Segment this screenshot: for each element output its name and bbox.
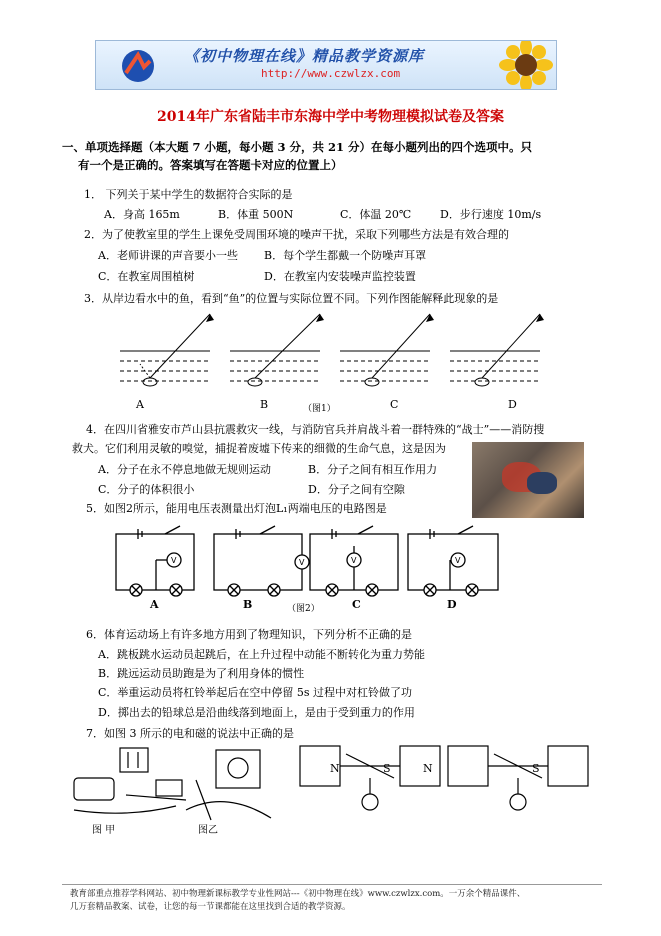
q2-option-d: D．在教室内安装噪声监控装置 xyxy=(264,270,416,283)
section-heading-line1: 一、单项选择题（本大题 7 小题，每小题 3 分，共 21 分）在每小题列出的四个选项中。只 xyxy=(62,140,533,154)
fig2-caption: （图2） xyxy=(287,604,320,614)
site-banner xyxy=(95,40,557,90)
section-heading-line2: 有一个是正确的。答案填写在答题卡对应的位置上） xyxy=(78,158,343,172)
footer-line1: 教育部重点推荐学科网站、初中物理新课标教学专业性网站---《初中物理在线》www.czwlzx.com。一万余个精品课件、 xyxy=(70,889,526,899)
banner-title: 《初中物理在线》精品教学资源库 xyxy=(184,47,425,65)
magnet-s-label-2: S xyxy=(532,762,540,775)
q4-stem-line2: 救犬。它们利用灵敏的嗅觉，捕捉着废墟下传来的细微的生命气息，这是因为 xyxy=(72,442,446,455)
svg-text:V: V xyxy=(351,556,357,565)
figure-1-refraction-diagrams xyxy=(110,306,560,406)
q6-option-c: C．举重运动员将杠铃举起后在空中停留 5s 过程中对杠铃做了功 xyxy=(98,686,413,699)
q6-option-a: A．跳板跳水运动员起跳后，在上升过程中动能不断转化为重力势能 xyxy=(98,648,425,661)
fig1-label-d: D xyxy=(508,398,517,411)
q1-option-a: A．身高 165m xyxy=(104,208,180,221)
fig1-label-c: C xyxy=(390,398,399,411)
footer-line2: 几万套精品教案、试卷，让您的每一节课都能在这里找到合适的教学资源。 xyxy=(70,902,351,912)
fig3-jia-label: 图 甲 xyxy=(92,825,116,836)
q7-stem: 7．如图 3 所示的电和磁的说法中正确的是 xyxy=(86,727,294,740)
q6-option-b: B．跳远运动员助跑是为了利用身体的惯性 xyxy=(98,667,305,680)
rescue-dog-photo xyxy=(472,442,584,518)
fig2-label-d: D xyxy=(447,598,457,611)
fig1-label-b: B xyxy=(260,398,269,411)
figure-3-jia-yi-apparatus xyxy=(66,740,281,830)
q4-option-b: B．分子之间有相互作用力 xyxy=(308,463,438,476)
q2-option-b: B．每个学生都戴一个防噪声耳罩 xyxy=(264,249,427,262)
fig1-caption: （图1） xyxy=(303,404,336,414)
footer-divider xyxy=(62,884,602,885)
sunflower-icon xyxy=(496,41,556,89)
magnet-n-label-1: N xyxy=(330,762,340,775)
figure-3-magnet-experiments xyxy=(296,736,596,818)
q4-option-d: D．分子之间有空隙 xyxy=(308,483,405,496)
fig3-yi-label: 图乙 xyxy=(198,825,218,836)
fig2-label-a: A xyxy=(150,598,159,611)
fig2-label-c: C xyxy=(352,598,361,611)
site-logo-icon xyxy=(118,47,158,85)
q6-option-d: D．掷出去的铅球总是沿曲线落到地面上，是由于受到重力的作用 xyxy=(98,706,415,719)
fig1-label-a: A xyxy=(136,398,144,411)
q4-option-a: A．分子在永不停息地做无规则运动 xyxy=(98,463,271,476)
magnet-n-label-2: N xyxy=(423,762,433,775)
svg-text:V: V xyxy=(455,556,461,565)
magnet-s-label-1: S xyxy=(383,762,391,775)
q5-stem: 5．如图2所示，能用电压表测量出灯泡L₁两端电压的电路图是 xyxy=(86,502,387,515)
q3-stem: 3．从岸边看水中的鱼，看到“鱼”的位置与实际位置不同。下列作图能解释此现象的是 xyxy=(84,292,499,305)
q1-option-c: C．体温 20℃ xyxy=(340,208,412,221)
q6-stem: 6．体育运动场上有许多地方用到了物理知识，下列分析不正确的是 xyxy=(86,628,412,641)
q1-option-d: D．步行速度 10m/s xyxy=(440,208,542,221)
figure-2-circuit-diagrams xyxy=(110,520,510,602)
document-title: 2014年广东省陆丰市东海中学中考物理模拟试卷及答案 xyxy=(157,109,504,125)
q2-option-a: A．老师讲课的声音要小一些 xyxy=(98,249,238,262)
q2-stem: 2．为了使教室里的学生上课免受周围环境的噪声干扰，采取下列哪些方法是有效合理的 xyxy=(84,228,509,241)
q2-option-c: C．在教室周围植树 xyxy=(98,270,195,283)
banner-url[interactable]: http://www.czwlzx.com xyxy=(261,67,401,80)
q4-stem-line1: 4．在四川省雅安市芦山县抗震救灾一线，与消防官兵并肩战斗着一群特殊的“战士”——消防搜 xyxy=(86,423,545,436)
q1-stem: 1． 下列关于某中学生的数据符合实际的是 xyxy=(84,188,293,201)
q1-option-b: B．体重 500N xyxy=(218,208,294,221)
q4-option-c: C．分子的体积很小 xyxy=(98,483,195,496)
fig2-label-b: B xyxy=(243,598,253,611)
svg-text:V: V xyxy=(299,558,305,567)
svg-text:V: V xyxy=(171,556,177,565)
